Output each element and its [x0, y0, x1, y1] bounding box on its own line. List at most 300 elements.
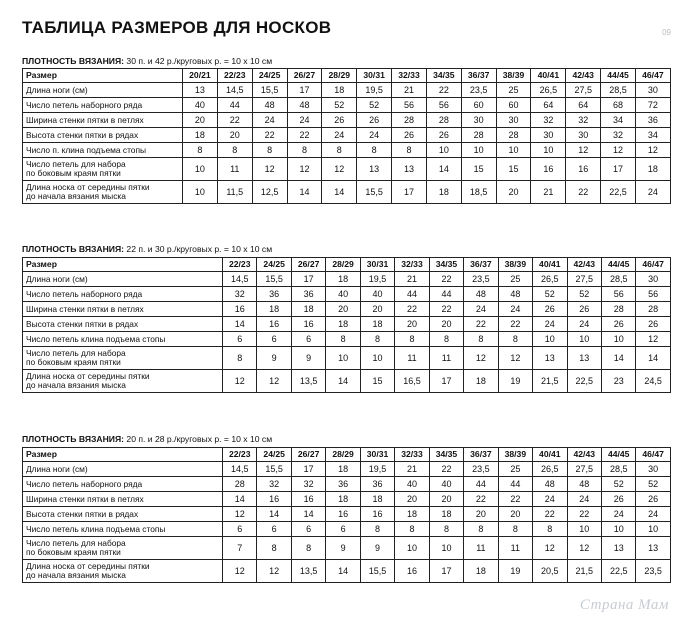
value-cell: 8 — [392, 143, 427, 158]
row-label — [23, 128, 183, 143]
value-cell: 11 — [395, 347, 429, 370]
value-cell: 12 — [223, 370, 257, 393]
row-label-line: Длина носка от середины пятки — [26, 182, 150, 192]
value-cell: 28,5 — [601, 462, 635, 477]
value-cell: 18 — [429, 507, 463, 522]
value-cell: 20 — [395, 492, 429, 507]
table-row — [23, 332, 671, 347]
value-cell: 21 — [395, 272, 429, 287]
row-label — [23, 492, 223, 507]
value-cell: 18 — [291, 302, 325, 317]
table-row — [23, 158, 671, 181]
value-cell: 8 — [183, 143, 218, 158]
value-cell: 21,5 — [567, 560, 601, 583]
value-cell: 18 — [426, 181, 461, 204]
value-cell: 28,5 — [601, 83, 636, 98]
value-cell: 27,5 — [567, 272, 601, 287]
value-cell: 18 — [360, 317, 394, 332]
corner-mark: 09 — [662, 28, 671, 37]
value-cell: 23,5 — [464, 462, 498, 477]
row-label — [23, 302, 223, 317]
value-cell: 24 — [252, 113, 287, 128]
value-cell: 8 — [533, 522, 567, 537]
value-cell: 14 — [636, 347, 670, 370]
value-cell: 14,5 — [223, 462, 257, 477]
value-cell: 18 — [322, 83, 357, 98]
size-header-cell: 36/37 — [464, 448, 498, 462]
value-cell: 24 — [287, 113, 322, 128]
value-cell: 20 — [360, 302, 394, 317]
value-cell: 15,5 — [360, 560, 394, 583]
value-cell: 12 — [223, 507, 257, 522]
value-cell: 14 — [223, 492, 257, 507]
value-cell: 22 — [566, 181, 601, 204]
value-cell: 56 — [426, 98, 461, 113]
value-cell: 23,5 — [464, 272, 498, 287]
value-cell: 28 — [426, 113, 461, 128]
value-cell: 6 — [291, 522, 325, 537]
size-header-cell: 44/45 — [601, 69, 636, 83]
row-label-line: Число петель клина подъема стопы — [26, 523, 166, 534]
row-label-line: Ширина стенки пятки в петлях — [26, 114, 144, 125]
table-row — [23, 507, 671, 522]
value-cell: 19,5 — [357, 83, 392, 98]
table-row — [23, 537, 671, 560]
value-cell: 56 — [636, 287, 670, 302]
value-cell: 8 — [429, 522, 463, 537]
value-cell: 18 — [464, 560, 498, 583]
value-cell: 36 — [635, 113, 670, 128]
size-header-cell: 34/35 — [429, 448, 463, 462]
value-cell: 19,5 — [360, 272, 394, 287]
row-label — [23, 181, 183, 204]
value-cell: 12 — [601, 143, 636, 158]
value-cell: 32 — [601, 128, 636, 143]
size-header-cell: 38/39 — [496, 69, 531, 83]
row-label-line: Длина ноги (см) — [26, 463, 88, 474]
value-cell: 12 — [635, 143, 670, 158]
value-cell: 26,5 — [531, 83, 566, 98]
size-header-cell: 24/25 — [257, 448, 291, 462]
value-cell: 20 — [498, 507, 532, 522]
value-cell: 14 — [291, 507, 325, 522]
value-cell: 8 — [257, 537, 291, 560]
section-heading-rest: 30 п. и 42 р./круговых р. = 10 х 10 см — [124, 56, 273, 66]
value-cell: 18 — [326, 272, 360, 287]
value-cell: 8 — [223, 347, 257, 370]
value-cell: 23,5 — [461, 83, 496, 98]
row-label — [23, 143, 183, 158]
size-header-cell: 28/29 — [322, 69, 357, 83]
value-cell: 24 — [567, 492, 601, 507]
value-cell: 8 — [360, 332, 394, 347]
value-cell: 22 — [426, 83, 461, 98]
table-row — [23, 370, 671, 393]
value-cell: 22 — [464, 317, 498, 332]
value-cell: 13 — [357, 158, 392, 181]
value-cell: 30 — [636, 462, 670, 477]
value-cell: 22 — [287, 128, 322, 143]
value-cell: 16 — [326, 507, 360, 522]
value-cell: 8 — [252, 143, 287, 158]
value-cell: 24 — [322, 128, 357, 143]
size-header-cell: 20/21 — [183, 69, 218, 83]
value-cell: 22 — [217, 113, 252, 128]
value-cell: 72 — [635, 98, 670, 113]
size-header-cell: 34/35 — [426, 69, 461, 83]
value-cell: 13,5 — [291, 370, 325, 393]
size-header-cell: 36/37 — [461, 69, 496, 83]
page-title: ТАБЛИЦА РАЗМЕРОВ ДЛЯ НОСКОВ — [22, 18, 332, 37]
value-cell: 30 — [636, 272, 670, 287]
value-cell: 8 — [498, 522, 532, 537]
size-header-cell: 46/47 — [636, 258, 670, 272]
value-cell: 12 — [223, 560, 257, 583]
value-cell: 21,5 — [533, 370, 567, 393]
section-heading-bold: ПЛОТНОСТЬ ВЯЗАНИЯ: — [22, 434, 125, 444]
value-cell: 48 — [464, 287, 498, 302]
value-cell: 12 — [257, 560, 291, 583]
value-cell: 12 — [257, 370, 291, 393]
value-cell: 40 — [183, 98, 218, 113]
value-cell: 14 — [426, 158, 461, 181]
value-cell: 22 — [429, 272, 463, 287]
value-cell: 56 — [601, 287, 635, 302]
value-cell: 9 — [360, 537, 394, 560]
size-header-row — [23, 448, 671, 462]
value-cell: 32 — [566, 113, 601, 128]
value-cell: 21 — [395, 462, 429, 477]
value-cell: 22 — [395, 302, 429, 317]
value-cell: 36 — [360, 477, 394, 492]
value-cell: 13 — [636, 537, 670, 560]
value-cell: 15 — [360, 370, 394, 393]
value-cell: 48 — [567, 477, 601, 492]
value-cell: 52 — [533, 287, 567, 302]
value-cell: 12 — [566, 143, 601, 158]
section-1-heading — [22, 56, 272, 66]
value-cell: 8 — [217, 143, 252, 158]
row-label-line: Число петель для набора — [26, 159, 126, 169]
value-cell: 8 — [464, 522, 498, 537]
value-cell: 26 — [357, 113, 392, 128]
size-header-row — [23, 69, 671, 83]
size-header-cell: 42/43 — [567, 258, 601, 272]
value-cell: 16,5 — [395, 370, 429, 393]
value-cell: 6 — [257, 522, 291, 537]
value-cell: 52 — [322, 98, 357, 113]
value-cell: 26 — [567, 302, 601, 317]
row-label — [23, 522, 223, 537]
value-cell: 44 — [498, 477, 532, 492]
value-cell: 21 — [531, 181, 566, 204]
table-row — [23, 181, 671, 204]
value-cell: 27,5 — [566, 83, 601, 98]
value-cell: 8 — [322, 143, 357, 158]
value-cell: 11 — [429, 347, 463, 370]
value-cell: 17 — [429, 370, 463, 393]
value-cell: 13 — [392, 158, 427, 181]
value-cell: 10 — [496, 143, 531, 158]
row-label — [23, 560, 223, 583]
value-cell: 14 — [257, 507, 291, 522]
value-cell: 20,5 — [533, 560, 567, 583]
value-cell: 18 — [326, 462, 360, 477]
value-cell: 11,5 — [217, 181, 252, 204]
row-label-line: Число петель для набора — [26, 538, 126, 548]
value-cell: 20 — [496, 181, 531, 204]
value-cell: 24 — [498, 302, 532, 317]
value-cell: 28,5 — [601, 272, 635, 287]
value-cell: 24 — [357, 128, 392, 143]
row-label-line: до начала вязания мыска — [26, 570, 126, 580]
row-label-line: Высота стенки пятки в рядах — [26, 129, 139, 140]
value-cell: 26,5 — [533, 272, 567, 287]
value-cell: 10 — [183, 158, 218, 181]
value-cell: 24 — [567, 317, 601, 332]
value-cell: 8 — [357, 143, 392, 158]
row-label-line: Ширина стенки пятки в петлях — [26, 493, 144, 504]
size-header-cell: 34/35 — [429, 258, 463, 272]
value-cell: 64 — [531, 98, 566, 113]
value-cell: 8 — [395, 522, 429, 537]
row-label — [23, 83, 183, 98]
value-cell: 28 — [636, 302, 670, 317]
size-header-row — [23, 258, 671, 272]
value-cell: 20 — [183, 113, 218, 128]
value-cell: 14,5 — [217, 83, 252, 98]
value-cell: 32 — [257, 477, 291, 492]
value-cell: 17 — [291, 462, 325, 477]
size-table-20x28 — [22, 447, 671, 583]
value-cell: 15 — [496, 158, 531, 181]
value-cell: 18 — [183, 128, 218, 143]
size-header-cell: 38/39 — [498, 448, 532, 462]
value-cell: 18 — [395, 507, 429, 522]
row-label-line: Ширина стенки пятки в петлях — [26, 303, 144, 314]
value-cell: 12 — [567, 537, 601, 560]
table-row — [23, 317, 671, 332]
section-2-heading — [22, 244, 272, 254]
row-label-line: Число петель наборного ряда — [26, 99, 143, 110]
value-cell: 60 — [461, 98, 496, 113]
value-cell: 24 — [635, 181, 670, 204]
row-label-line: Длина ноги (см) — [26, 84, 88, 95]
value-cell: 15,5 — [357, 181, 392, 204]
row-label-line: до начала вязания мыска — [26, 380, 126, 390]
size-header-cell: 38/39 — [498, 258, 532, 272]
value-cell: 23,5 — [636, 560, 670, 583]
value-cell: 17 — [392, 181, 427, 204]
value-cell: 20 — [429, 317, 463, 332]
size-header-cell: 22/23 — [223, 448, 257, 462]
value-cell: 25 — [496, 83, 531, 98]
table-row — [23, 272, 671, 287]
row-label — [23, 287, 223, 302]
value-cell: 8 — [287, 143, 322, 158]
value-cell: 6 — [326, 522, 360, 537]
value-cell: 18 — [464, 370, 498, 393]
row-label — [23, 537, 223, 560]
value-cell: 32 — [223, 287, 257, 302]
value-cell: 10 — [426, 143, 461, 158]
value-cell: 19 — [498, 370, 532, 393]
row-label — [23, 113, 183, 128]
size-header-cell: 42/43 — [566, 69, 601, 83]
row-label-line: Число петель клина подъема стопы — [26, 333, 166, 344]
value-cell: 30 — [531, 128, 566, 143]
row-label-line: Длина носка от середины пятки — [26, 371, 150, 381]
value-cell: 32 — [531, 113, 566, 128]
value-cell: 10 — [183, 181, 218, 204]
size-header-label: Размер — [23, 448, 223, 462]
value-cell: 28 — [601, 302, 635, 317]
size-header-cell: 40/41 — [533, 448, 567, 462]
size-header-cell: 26/27 — [287, 69, 322, 83]
value-cell: 26 — [392, 128, 427, 143]
row-label-line: по боковым краям пятки — [26, 168, 121, 178]
value-cell: 20 — [217, 128, 252, 143]
value-cell: 14 — [287, 181, 322, 204]
value-cell: 24 — [636, 507, 670, 522]
value-cell: 60 — [496, 98, 531, 113]
value-cell: 20 — [464, 507, 498, 522]
value-cell: 30 — [566, 128, 601, 143]
value-cell: 36 — [326, 477, 360, 492]
value-cell: 26 — [636, 492, 670, 507]
value-cell: 15 — [461, 158, 496, 181]
row-label-line: Длина ноги (см) — [26, 273, 88, 284]
value-cell: 19 — [498, 560, 532, 583]
value-cell: 28 — [496, 128, 531, 143]
value-cell: 8 — [429, 332, 463, 347]
row-label — [23, 507, 223, 522]
row-label-line: до начала вязания мыска — [26, 191, 126, 201]
row-label-line: Число п. клина подъема стопы — [26, 144, 147, 155]
size-header-cell: 32/33 — [392, 69, 427, 83]
value-cell: 17 — [287, 83, 322, 98]
value-cell: 10 — [533, 332, 567, 347]
value-cell: 52 — [636, 477, 670, 492]
value-cell: 8 — [291, 537, 325, 560]
size-header-cell: 44/45 — [601, 448, 635, 462]
row-label-line: Число петель наборного ряда — [26, 478, 143, 489]
value-cell: 8 — [498, 332, 532, 347]
value-cell: 7 — [223, 537, 257, 560]
row-label-line: по боковым краям пятки — [26, 547, 121, 557]
value-cell: 22 — [498, 492, 532, 507]
value-cell: 12 — [322, 158, 357, 181]
value-cell: 19,5 — [360, 462, 394, 477]
value-cell: 68 — [601, 98, 636, 113]
value-cell: 13 — [601, 537, 635, 560]
value-cell: 17 — [601, 158, 636, 181]
value-cell: 9 — [326, 537, 360, 560]
value-cell: 30 — [635, 83, 670, 98]
value-cell: 17 — [429, 560, 463, 583]
value-cell: 6 — [223, 332, 257, 347]
value-cell: 14 — [322, 181, 357, 204]
table-row — [23, 98, 671, 113]
size-header-cell: 30/31 — [360, 448, 394, 462]
value-cell: 22,5 — [567, 370, 601, 393]
row-label — [23, 317, 223, 332]
value-cell: 21 — [392, 83, 427, 98]
value-cell: 52 — [601, 477, 635, 492]
value-cell: 26 — [601, 317, 635, 332]
size-header-cell: 46/47 — [635, 69, 670, 83]
value-cell: 24 — [601, 507, 635, 522]
value-cell: 10 — [567, 332, 601, 347]
value-cell: 11 — [217, 158, 252, 181]
value-cell: 8 — [395, 332, 429, 347]
table-row — [23, 492, 671, 507]
value-cell: 10 — [531, 143, 566, 158]
value-cell: 17 — [291, 272, 325, 287]
row-label — [23, 347, 223, 370]
row-label-line: Число петель для набора — [26, 348, 126, 358]
value-cell: 6 — [291, 332, 325, 347]
table-row — [23, 287, 671, 302]
value-cell: 20 — [395, 317, 429, 332]
table-row — [23, 462, 671, 477]
value-cell: 10 — [601, 332, 635, 347]
row-label-line: Высота стенки пятки в рядах — [26, 318, 139, 329]
value-cell: 13 — [533, 347, 567, 370]
row-label — [23, 98, 183, 113]
value-cell: 26 — [533, 302, 567, 317]
row-label — [23, 158, 183, 181]
size-table-22x30 — [22, 257, 671, 393]
value-cell: 10 — [326, 347, 360, 370]
value-cell: 16 — [223, 302, 257, 317]
value-cell: 48 — [287, 98, 322, 113]
value-cell: 16 — [291, 492, 325, 507]
value-cell: 10 — [567, 522, 601, 537]
value-cell: 23 — [601, 370, 635, 393]
value-cell: 44 — [217, 98, 252, 113]
value-cell: 13 — [183, 83, 218, 98]
row-label-line: Высота стенки пятки в рядах — [26, 508, 139, 519]
value-cell: 24 — [533, 317, 567, 332]
value-cell: 22 — [429, 302, 463, 317]
value-cell: 36 — [257, 287, 291, 302]
section-heading-rest: 20 п. и 28 р./круговых р. = 10 х 10 см — [124, 434, 273, 444]
size-header-cell: 24/25 — [252, 69, 287, 83]
value-cell: 16 — [257, 317, 291, 332]
value-cell: 8 — [360, 522, 394, 537]
value-cell: 22 — [429, 462, 463, 477]
table-row — [23, 347, 671, 370]
value-cell: 10 — [429, 537, 463, 560]
table-row — [23, 113, 671, 128]
size-header-cell: 24/25 — [257, 258, 291, 272]
value-cell: 26,5 — [533, 462, 567, 477]
size-header-cell: 22/23 — [217, 69, 252, 83]
value-cell: 28 — [461, 128, 496, 143]
value-cell: 8 — [326, 332, 360, 347]
value-cell: 48 — [533, 477, 567, 492]
value-cell: 11 — [464, 537, 498, 560]
value-cell: 13 — [567, 347, 601, 370]
value-cell: 30 — [461, 113, 496, 128]
value-cell: 18 — [360, 492, 394, 507]
row-label-line: по боковым краям пятки — [26, 357, 121, 367]
value-cell: 12 — [498, 347, 532, 370]
table-row — [23, 302, 671, 317]
value-cell: 52 — [357, 98, 392, 113]
value-cell: 12 — [636, 332, 670, 347]
